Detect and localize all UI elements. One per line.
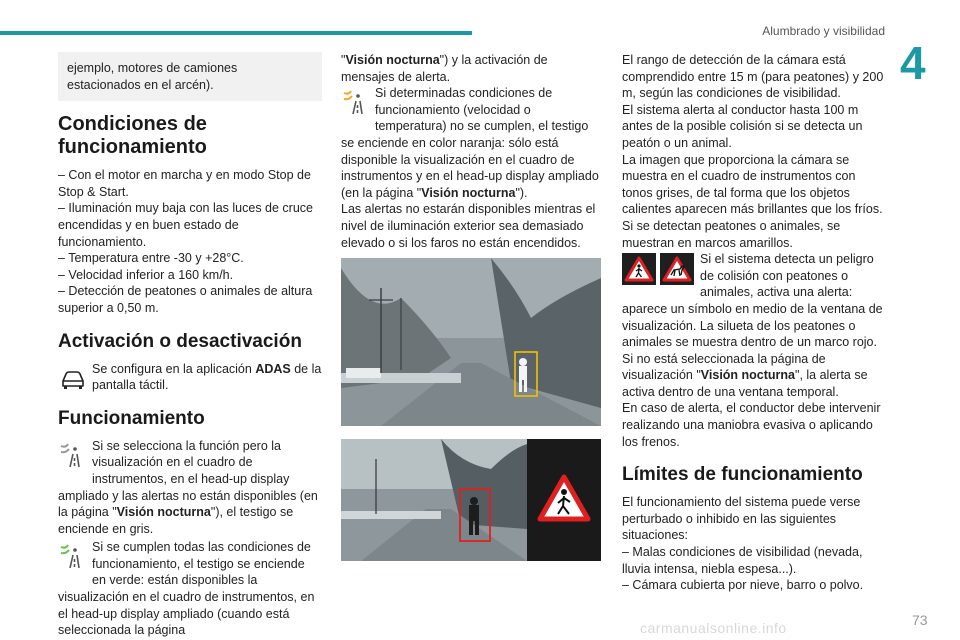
- column-1: [58, 52, 322, 639]
- header-accent-bar: [0, 31, 472, 35]
- condition-item: – Con el motor en marcha y en modo Stop de Stop & Start.: [58, 168, 311, 199]
- section-title: Alumbrado y visibilidad: [762, 24, 885, 38]
- warning-symbols: [622, 253, 694, 285]
- activation-heading: Activación o desactivación: [58, 330, 302, 352]
- collision-alert-paragraph: Si el sistema detecta un peligro de colisión con peatones o animales, activa una alerta: aparece un símbolo en medio de la ventana de visualización. La silueta de los peatones o animales se muestra dentro de un marco rojo.: [622, 252, 883, 350]
- function-paragraph-orange: Si determinadas condiciones de funcionamiento (velocidad o temperatura) no se cumplen, el testigo se enciende en color naranja: sólo está disponible la visualización en el cuadro de instrumentos y en el head-up display ampliado (en la página "Visión nocturna").: [341, 86, 599, 200]
- limit-item: – Cámara cubierta por nieve, barro o polvo.: [622, 578, 864, 593]
- condition-item: – Velocidad inferior a 160 km/h.: [58, 267, 234, 282]
- thermal-camera-image-alert: [341, 439, 601, 561]
- grayscale-image-text: La imagen que proporciona la cámara se muestra en el cuadro de instrumentos con tonos grises, de tal forma que los objetos calientes aparecen más brillantes que los fríos.: [622, 152, 883, 217]
- conditions-heading: Condiciones de funcionamiento: [58, 113, 207, 159]
- note-box: [58, 52, 322, 101]
- watermark: carmanualsonline.info: [640, 620, 787, 636]
- limit-item: – Malas condiciones de visibilidad (nevada, lluvia intensa, niebla espesa...).: [622, 545, 863, 576]
- limits-intro: El funcionamiento del sistema puede verse perturbado o inhibido en las siguientes situaciones:: [622, 495, 861, 543]
- animal-warning-icon: [660, 253, 694, 285]
- pedestrian-warning-icon: [622, 253, 656, 285]
- limits-heading: Límites de funcionamiento: [622, 464, 863, 486]
- car-outline-icon: [58, 363, 88, 393]
- column-3: [622, 52, 886, 594]
- driver-intervention-text: En caso de alerta, el conductor debe intervenir realizando una maniobra evasiva o aplicando los frenos.: [622, 401, 881, 449]
- alert-activation-text: "Visión nocturna") y la activación de mensajes de alerta.: [341, 53, 548, 84]
- chapter-number: 4: [900, 37, 926, 89]
- night-vision-indicator-icon: [58, 440, 88, 472]
- detection-range-text: El rango de detección de la cámara está comprendido entre 15 m (para peatones) y 200 m, según las condiciones de visibilidad.: [622, 53, 884, 101]
- temporal-window-text: Si no está seleccionada la página de visualización "Visión nocturna", la alerta se activa dentro de una ventana temporal.: [622, 351, 868, 399]
- yellow-frames-text: Si se detectan peatones o animales, se muestran en marcos amarillos.: [622, 218, 841, 250]
- function-paragraph-green: Si se cumplen todas las condiciones de funcionamiento, el testigo se enciende en verde: están disponibles la visualización en el cuadro de instrumentos, en el head-up display ampliado (cuando está seleccionada la página: [58, 540, 315, 638]
- night-vision-indicator-icon: [58, 541, 88, 573]
- thermal-camera-image-detection: [341, 258, 601, 426]
- function-paragraph-gray: Si se selecciona la función pero la visualización en el cuadro de instrumentos, en el head-up display ampliado y las alertas no están disponibles (en la página "Visión nocturna"), el testigo se enciende en gris.: [58, 438, 318, 536]
- function-heading: Funcionamiento: [58, 407, 205, 429]
- condition-item: – Iluminación muy baja con las luces de cruce encendidas y en buen estado de funcionamiento.: [58, 201, 313, 249]
- page-number: 73: [912, 612, 928, 628]
- activation-text: Se configura en la aplicación ADAS de la pantalla táctil.: [92, 361, 322, 393]
- night-vision-indicator-icon: [341, 87, 371, 119]
- condition-item: – Detección de peatones o animales de altura superior a 0,50 m.: [58, 284, 313, 315]
- alerts-unavailable-text: Las alertas no estarán disponibles mientras el nivel de iluminación exterior sea demasiado elevado o si los faros no están encendidos.: [341, 202, 596, 250]
- alert-distance-text: El sistema alerta al conductor hasta 100 m antes de la posible colisión si se detecta un peatón o un animal.: [622, 102, 863, 150]
- activation-row: [58, 361, 322, 394]
- column-2: [341, 52, 603, 251]
- condition-item: – Temperatura entre -30 y +28°C.: [58, 251, 244, 266]
- note-text: ejemplo, motores de camiones estacionados en el arcén).: [67, 61, 238, 92]
